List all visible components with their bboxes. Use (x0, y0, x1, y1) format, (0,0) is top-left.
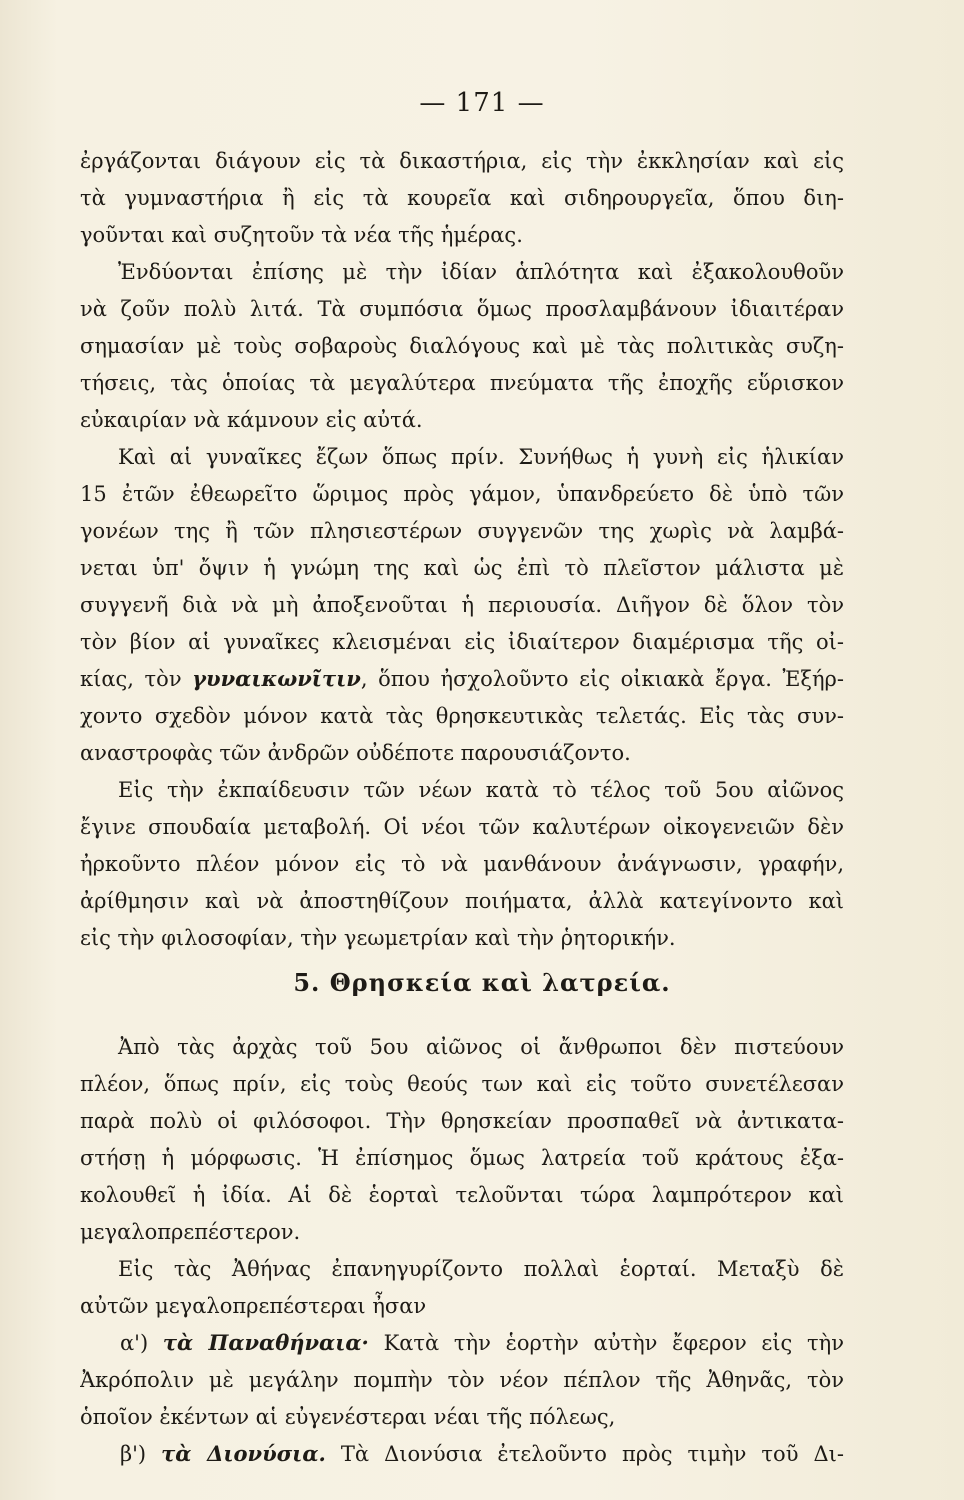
item-text: Τὰ Διονύσια ἐτελοῦντο πρὸς τιμὴν τοῦ Δι- (340, 1442, 844, 1466)
text-line: γονέων της ἢ τῶν πλησιεστέρων συγγενῶν της χωρὶς νὰ λαμβά- (80, 519, 844, 543)
text-line: ὁποῖον ἐκέντων αἱ εὐγενέστεραι νέαι τῆς πόλεως, (80, 1405, 616, 1429)
item-text: Κατὰ τὴν ἑορτὴν αὐτὴν ἔφερον εἰς τὴν (383, 1331, 844, 1355)
text-line: παρὰ πολὺ οἱ φιλόσοφοι. Τὴν θρησκείαν προσπαθεῖ νὰ ἀντικατα- (80, 1109, 844, 1133)
text-line: ἐργάζονται διάγουν εἰς τὰ δικαστήρια, εἰς τὴν ἐκκλησίαν καὶ εἰς (80, 149, 844, 173)
text-line: σημασίαν μὲ τοὺς σοβαροὺς διαλόγους καὶ μὲ τὰς πολιτικὰς συζη- (80, 334, 844, 358)
text-line: Καὶ αἱ γυναῖκες ἔζων ὅπως πρίν. Συνήθως ἡ γυνὴ εἰς ἡλικίαν (118, 445, 844, 469)
list-item-b (80, 1439, 844, 1469)
section-heading: 5. Θρησκεία καὶ λατρεία. (293, 968, 671, 997)
text-line: Εἰς τὰς Ἀθήνας ἐπανηγυρίζοντο πολλαὶ ἑορταί. Μεταξὺ δὲ (118, 1257, 844, 1281)
item-title: τὰ Διονύσια. (161, 1441, 326, 1466)
text-line: συγγενῆ διὰ νὰ μὴ ἀποξενοῦται ἡ περιουσία. Διῆγον δὲ ὅλον τὸν (80, 593, 844, 617)
text-line: 15 ἐτῶν ἐθεωρεῖτο ὥριμος πρὸς γάμον, ὑπανδρεύετο δὲ ὑπὸ τῶν (80, 482, 844, 506)
page-number: — 171 — (419, 88, 545, 118)
text-line: αναστροφὰς τῶν ἀνδρῶν οὐδέποτε παρουσιάζοντο. (80, 741, 631, 765)
text-line: εὐκαιρίαν νὰ κάμνουν εἰς αὐτά. (80, 408, 423, 432)
text-line: ἔγινε σπουδαία μεταβολή. Οἱ νέοι τῶν καλυτέρων οἰκογενειῶν δὲν (80, 815, 844, 839)
emphasized-term: γυναικωνῖτιν (192, 666, 361, 691)
text-line: εἰς τὴν φιλοσοφίαν, τὴν γεωμετρίαν καὶ τὴν ῥητορικήν. (80, 926, 676, 950)
text-line: γοῦνται καὶ συζητοῦν τὰ νέα τῆς ἡμέρας. (80, 223, 523, 247)
text-line: ἠρκοῦντο πλέον μόνον εἰς τὸ νὰ μανθάνουν ἀνάγνωσιν, γραφήν, (80, 852, 844, 876)
text-run: , ὅπου ἠσχολοῦντο εἰς οἰκιακὰ ἔργα. Ἐξήρ- (360, 667, 844, 691)
text-line: ἀρίθμησιν καὶ νὰ ἀποστηθίζουν ποιήματα, ἀλλὰ κατεγίνοντο καὶ (80, 889, 844, 913)
text-line: στήσῃ ἡ μόρφωσις. Ἡ ἐπίσημος ὅμως λατρεία τοῦ κράτους ἐξα- (80, 1146, 844, 1170)
text-line: νεται ὑπ' ὄψιν ἡ γνώμη της καὶ ὡς ἐπὶ τὸ πλεῖστον μάλιστα μὲ (80, 556, 844, 580)
text-line: πλέον, ὅπως πρίν, εἰς τοὺς θεούς των καὶ εἰς τοῦτο συνετέλεσαν (80, 1072, 844, 1096)
text-line (80, 664, 844, 694)
item-label: β') (120, 1442, 147, 1466)
text-line: Ἀκρόπολιν μὲ μεγάλην πομπὴν τὸν νέον πέπλον τῆς Ἀθηνᾶς, τὸν (80, 1368, 844, 1392)
text-line: νὰ ζοῦν πολὺ λιτά. Τὰ συμπόσια ὅμως προσλαμβάνουν ἰδιαιτέραν (80, 297, 844, 321)
text-line: τὰ γυμναστήρια ἢ εἰς τὰ κουρεῖα καὶ σιδηρουργεῖα, ὅπου διη- (80, 186, 844, 210)
text-line: χοντο σχεδὸν μόνον κατὰ τὰς θρησκευτικὰς τελετάς. Εἰς τὰς συν- (80, 704, 844, 728)
item-title: τὰ Παναθήναια· (162, 1330, 369, 1355)
text-line: τήσεις, τὰς ὁποίας τὰ μεγαλύτερα πνεύματα τῆς ἐποχῆς εὕρισκον (80, 371, 844, 395)
text-line: Ἀπὸ τὰς ἀρχὰς τοῦ 5ου αἰῶνος οἱ ἄνθρωποι δὲν πιστεύουν (118, 1035, 844, 1059)
text-line: Ἐνδύονται ἐπίσης μὲ τὴν ἰδίαν ἁπλότητα καὶ ἐξακολουθοῦν (118, 260, 844, 284)
item-label: α') (120, 1331, 149, 1355)
list-item-a (80, 1328, 844, 1358)
text-line: μεγαλοπρεπέστερον. (80, 1220, 301, 1244)
text-line: αὐτῶν μεγαλοπρεπέστεραι ἦσαν (80, 1294, 427, 1318)
text-run: κίας, τὸν (80, 667, 193, 691)
text-line: κολουθεῖ ἡ ἰδία. Αἱ δὲ ἑορταὶ τελοῦνται τώρα λαμπρότερον καὶ (80, 1183, 844, 1207)
text-line: Εἰς τὴν ἐκπαίδευσιν τῶν νέων κατὰ τὸ τέλος τοῦ 5ου αἰῶνος (118, 778, 844, 802)
text-line: τὸν βίον αἱ γυναῖκες κλεισμέναι εἰς ἰδιαίτερον διαμέρισμα τῆς οἰ- (80, 630, 844, 654)
